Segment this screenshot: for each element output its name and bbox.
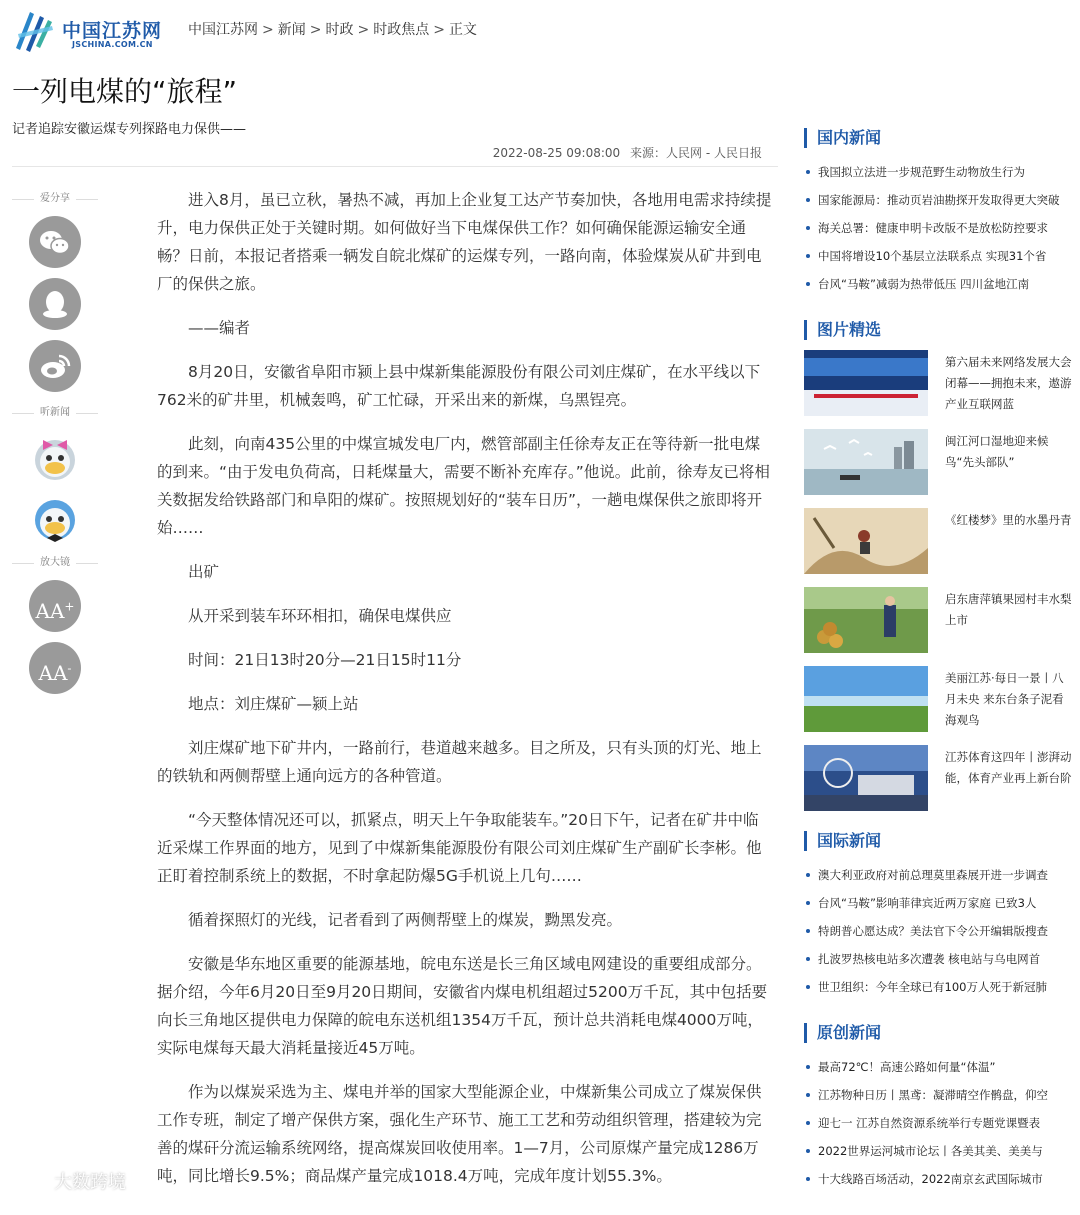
article-paragraph: 进入8月，虽已立秋，暑热不减，再加上企业复工达产节奏加快，各地用电需求持续提升，电力保供正处于关键时期。如何做好当下电煤保供工作？如何确保能源运输安全通畅？日前，本报记者搭乘一辆发自皖北煤矿的运煤专列，一路向南，体验煤炭从矿井到电厂的保供之旅。: [157, 191, 772, 293]
domestic-news-title: 国内新闻: [804, 128, 1072, 148]
list-item[interactable]: 特朗普心愿达成？美法官下令公开编辑版搜查: [804, 917, 1072, 945]
photo-item[interactable]: [804, 587, 1072, 653]
list-item[interactable]: 2022世界运河城市论坛丨各美其美、美美与: [804, 1137, 1072, 1165]
watermark-logo-icon: [8, 1168, 50, 1192]
article-paragraph: 作为以煤炭采选为主、煤电并举的国家大型能源企业，中煤新集公司成立了煤炭保供工作专班，制定了增产保供方案，强化生产环节、施工工艺和劳动组织管理，搭建较为完善的煤矸分流运输系统网络，提高煤炭回收使用率。1—7月，公司原煤产量完成1286万吨，同比增长9.5%；商品煤产量完成1018.4万吨，完成年度计划55.3%。: [157, 1083, 762, 1185]
list-item[interactable]: 扎波罗热核电站多次遭袭 核电站与乌电网首: [804, 945, 1072, 973]
female-voice-avatar-icon: [27, 428, 83, 484]
wechat-share-button[interactable]: [29, 216, 81, 268]
article-paragraph: 刘庄煤矿地下矿井内，一路前行，巷道越来越多。目之所及，只有头顶的灯光、地上的铁轨和两侧帮壁上通向远方的各种管道。: [157, 739, 762, 785]
qq-share-button[interactable]: [29, 278, 81, 330]
article-datetime: 2022-08-25 09:08:00: [492, 146, 621, 160]
breadcrumb-current: 正文: [448, 22, 477, 38]
logo-icon: [12, 4, 60, 56]
zoom-in-button[interactable]: [29, 580, 81, 632]
photo-caption[interactable]: 闽江河口湿地迎来候鸟“先头部队”: [945, 434, 1049, 469]
wetland-birds-photo: [804, 429, 928, 495]
photo-item[interactable]: [804, 666, 1072, 732]
photo-item[interactable]: [804, 350, 1072, 416]
logo-domain: JSCHINA.COM.CN: [72, 40, 153, 49]
article-section-heading: 出矿: [188, 563, 220, 581]
photo-picks-list: [804, 350, 1072, 811]
share-sidebar: [10, 188, 100, 704]
right-sidebar: [804, 128, 1072, 1215]
article-meta: [470, 144, 762, 161]
article-location-info: 地点：刘庄煤矿—颍上站: [188, 695, 359, 713]
article-paragraph: 循着探照灯的光线，记者看到了两侧帮壁上的煤炭，黝黑发亮。: [188, 911, 623, 929]
watermark-text: 大数跨境: [54, 1172, 126, 1193]
breadcrumb: 中国江苏网 > 新闻 > 时政 > 时政焦点 > 正文: [188, 22, 477, 38]
list-item[interactable]: 海关总署：健康申明卡改版不是放松防控要求: [804, 214, 1072, 242]
photo-caption[interactable]: 江苏体育这四年丨澎湃动能，体育产业再上新台阶: [945, 750, 1072, 785]
share-label: 爱分享: [10, 188, 100, 210]
photo-caption[interactable]: 启东唐萍镇果园村丰水梨上市: [945, 592, 1072, 627]
article-title: 一列电煤的“旅程”: [12, 75, 238, 108]
listen-male-button[interactable]: [27, 490, 83, 546]
pear-orchard-photo: [804, 587, 928, 653]
conference-photo: [804, 350, 928, 416]
ink-painting-photo: [804, 508, 928, 574]
watermark: [8, 1166, 148, 1194]
qq-icon: [29, 278, 81, 330]
article-paragraph: “今天整体情况还可以，抓紧点，明天上午争取能装车。”20日下午，记者在矿井中临近采煤工作界面的地方，见到了中煤新集能源股份有限公司刘庄煤矿生产副矿长李彬。他正盯着控制系统上的数据，不时拿起防爆5G手机说上几句……: [157, 811, 762, 885]
listen-female-button[interactable]: [27, 428, 83, 484]
breadcrumb-news[interactable]: 新闻: [277, 22, 306, 38]
photo-caption[interactable]: 《红楼梦》里的水墨丹青: [945, 513, 1072, 527]
list-item[interactable]: 迎七一 江苏自然资源系统举行专题党课暨表: [804, 1109, 1072, 1137]
article-paragraph: 安徽是华东地区重要的能源基地，皖电东送是长三角区域电网建设的重要组成部分。据介绍，今年6月20日至9月20日期间，安徽省内煤电机组超过5200万千瓦，其中包括要向长三角地区提供电力保障的皖电东送机组1354万千瓦，预计总共消耗电煤4000万吨，实际电煤每天最大消耗量接近45万吨。: [157, 955, 768, 1057]
list-item[interactable]: 世卫组织：今年全球已有100万人死于新冠肺: [804, 973, 1072, 1001]
photo-caption[interactable]: 美丽江苏·每日一景丨八月未央 来东台条子泥看海观鸟: [945, 671, 1064, 727]
list-item[interactable]: 台风“马鞍”减弱为热带低压 四川盆地江南: [804, 270, 1072, 298]
font-decrease-icon: AA-: [38, 660, 72, 685]
photo-picks-title: 图片精选: [804, 320, 1072, 340]
breadcrumb-home[interactable]: 中国江苏网: [188, 22, 258, 38]
breadcrumb-focus[interactable]: 时政焦点: [373, 22, 430, 38]
list-item[interactable]: 我国拟立法进一步规范野生动物放生行为: [804, 158, 1072, 186]
photo-item[interactable]: [804, 745, 1072, 811]
zoom-label: 放大镜: [10, 552, 100, 574]
photo-item[interactable]: [804, 508, 1072, 574]
article-subtitle: 记者追踪安徽运煤专列探路电力保供——: [12, 122, 247, 137]
list-item[interactable]: 台风“马鞍”影响菲律宾近两万家庭 已致3人: [804, 889, 1072, 917]
weibo-icon: [29, 340, 81, 392]
list-item[interactable]: 江苏物种日历丨黑鸢：凝滞晴空作鹘盘，仰空: [804, 1081, 1072, 1109]
listen-label: 听新闻: [10, 402, 100, 424]
stadium-photo: [804, 745, 928, 811]
font-increase-icon: AA+: [35, 598, 75, 623]
original-news-title: 原创新闻: [804, 1023, 1072, 1043]
article-section-subheading: 从开采到装车环环相扣，确保电煤供应: [188, 607, 452, 625]
article-paragraph: 此刻，向南435公里的中煤宣城发电厂内，燃管部副主任徐寿友正在等待新一批电煤的到来。“由于发电负荷高，日耗煤量大，需要不断补充库存。”他说。此前，徐寿友已将相关数据发给铁路部门和阜阳的煤矿。按照规划好的“装车日历”，一趟电煤保供之旅即将开始……: [157, 435, 770, 537]
site-logo[interactable]: [12, 4, 162, 56]
list-item[interactable]: 最高72℃！高速公路如何量“体温”: [804, 1053, 1072, 1081]
wechat-icon: [29, 216, 81, 268]
article-source-label: 来源：: [630, 146, 667, 160]
international-news-title: 国际新闻: [804, 831, 1072, 851]
list-item[interactable]: 国家能源局：推动页岩油勘探开发取得更大突破: [804, 186, 1072, 214]
title-divider: [12, 166, 778, 167]
zoom-out-button[interactable]: [29, 642, 81, 694]
photo-item[interactable]: [804, 429, 1072, 495]
list-item[interactable]: 中国将增设10个基层立法联系点 实现31个省: [804, 242, 1072, 270]
article-time-info: 时间：21日13时20分—21日15时11分: [188, 651, 462, 669]
male-voice-avatar-icon: [27, 490, 83, 546]
list-item[interactable]: 澳大利亚政府对前总理莫里森展开进一步调查: [804, 861, 1072, 889]
logo-text: 中国江苏网: [62, 20, 163, 42]
list-item[interactable]: 十大线路百场活动，2022南京玄武国际城市: [804, 1165, 1072, 1193]
article-paragraph: ——编者: [188, 319, 251, 337]
site-header: [0, 0, 1080, 62]
article-source[interactable]: 人民网 - 人民日报: [666, 146, 762, 160]
weibo-share-button[interactable]: [29, 340, 81, 392]
article-paragraph: 8月20日，安徽省阜阳市颍上县中煤新集能源股份有限公司刘庄煤矿，在水平线以下762米的矿井里，机械轰鸣，矿工忙碌，开采出来的新煤，乌黑锃亮。: [157, 363, 761, 409]
international-news-list: [804, 861, 1072, 1001]
photo-caption[interactable]: 第六届未来网络发展大会闭幕——拥抱未来，遨游产业互联网蓝: [945, 355, 1072, 411]
breadcrumb-politics[interactable]: 时政: [325, 22, 354, 38]
article-body: [157, 186, 772, 1206]
original-news-list: [804, 1053, 1072, 1193]
coastal-wetland-photo: [804, 666, 928, 732]
domestic-news-list: [804, 158, 1072, 298]
